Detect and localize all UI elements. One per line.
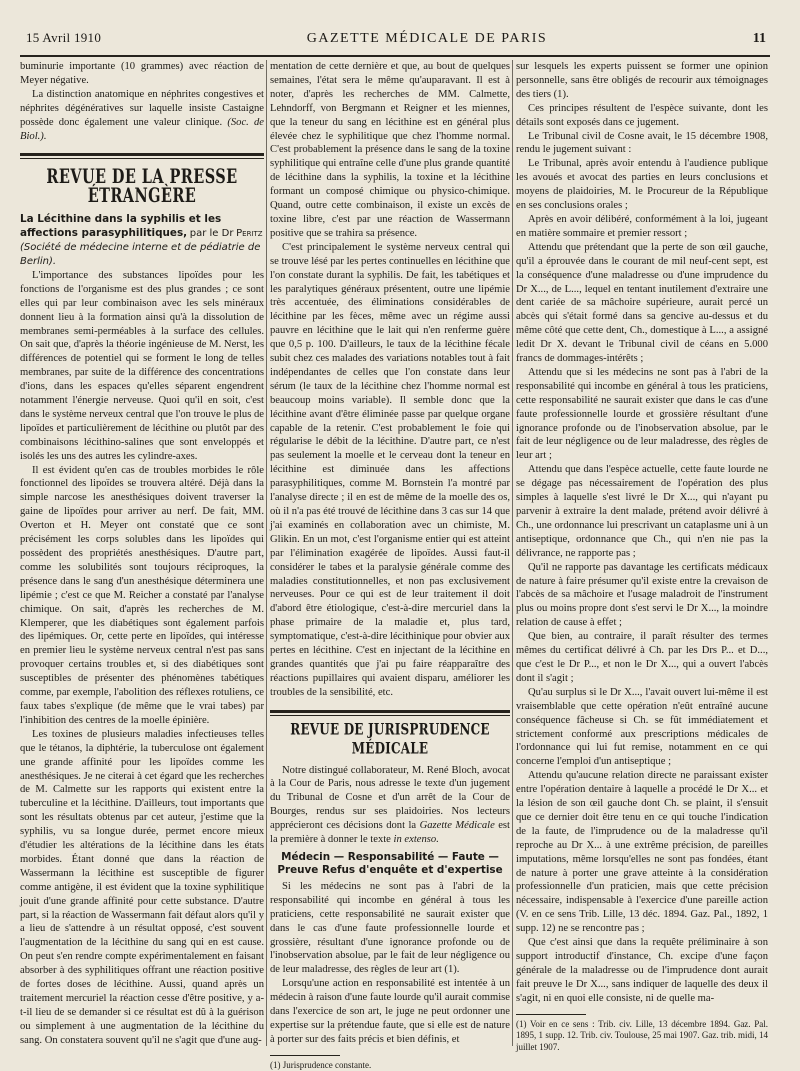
section-rule bbox=[270, 710, 510, 713]
paragraph: Il est évident qu'en cas de troubles morbides le rôle fonctionnel des lipoïdes se trouvera altéré. Déjà dans la simple narcose les anesthésiques doivent traverser la gaine de lipoïdes pour arriver au nerf. De fait, MM. Overton et H. Meyer ont constaté que ce sont précisément les corps solubles dans les lipoïdes qui possèdent des propriétés anesthésiques. D'autre part, comme les solubilités sont toujours réciproques, la présence dans le sang d'un anesthésique déterminera une lipémie ; c'est ce que M. Reicher a constaté par l'analyse chimique. On sait, d'après les recherches de M. Klemperer, que les diabétiques sont également parfois des lipémiques. Or, cette perte en lipoïdes, qui intéresse en premier lieu le système nerveux central n'est pas sans provoquer certains troubles et, si des diabétiques sont susceptibles de présenter des phénomènes tabétiques comme, par exemple, l'abolition des réflexes rotuliens, ce faux tabes s'explique (de même que le vrai tabes) par l'inhibition des centres de la moelle épinière. bbox=[20, 464, 264, 726]
journal-title: GAZETTE MÉDICALE DE PARIS bbox=[306, 31, 548, 46]
intro-text: est la première à donner le texte bbox=[270, 820, 510, 846]
section-heading-foreign-press: REVUE DE LA PRESSE ÉTRANGÈRE bbox=[46, 165, 238, 208]
footnote: (1) Voir en ce sens : Trib. civ. Lille, 13 décembre 1894. Gaz. Pal. 1895, 1 supp. 12. Trib. civ. Toulouse, 25 mai 1907. Gaz. trib. midi, 14 juillet 1907. bbox=[516, 1018, 768, 1052]
footnote: (1) Jurisprudence constante. bbox=[270, 1059, 372, 1070]
paragraph: mentation de cette dernière et que, au bout de quelques semaines, l'état sera le même qu'auparavant. Il est à noter, d'après les recherches de MM. Calmette, Lehndorff, von Bergmann et Reigner et les miennes, que la teneur du sang en lécithine est en général plus élevée chez le syphilitique que chez l'homme normal. C'est probablement la présence dans le sang de la toxine syphilitique qui entraîne celle d'une plus grande quantité de lécithine dans la syphilis, la toxine et la lécithine formant un composé chimique ou physico-chimique. Quand, outre cette combinaison, il existe un excès de toxine libre, c'est par une réaction de Wassermann positive que se trahira sa présence. bbox=[270, 61, 510, 239]
continued-text: buminurie importante (10 grammes) avec réaction de Meyer négative. bbox=[20, 61, 264, 86]
journal-name: Gazette Médicale bbox=[419, 820, 495, 832]
paragraph: sur lesquels les experts puissent se former une opinion personnelle, sans être obligés de recourir aux témoignages des tiers (1). bbox=[516, 61, 768, 100]
page-number: 11 bbox=[752, 31, 766, 46]
section-rule bbox=[20, 153, 264, 156]
article-title: La Lécithine dans la syphilis et les affections parasyphilitiques, bbox=[20, 213, 222, 240]
paragraph: Que c'est ainsi que dans la requête préliminaire à son support introductif d'instance, Ch. excipe d'une façon générale de la maladresse ou de l'imprudence dont aurait fait preuve le Dr X..., sans indiquer de laquelle des deux il s'agit, ni en quoi elle consiste, ni de quelle ma- bbox=[516, 937, 768, 1004]
paragraph: Attendu que dans l'espèce actuelle, cette faute lourde ne se dégage pas nécessairement de l'opération des plus simples à laquelle s'est livré le Dr X..., qui n'ayant pu parvenir à extraire la dent malade, prétend avoir délivré à Ch., une ordonnance lui prescrivant un cataplasme uni à un antiseptique, ordonnance que Ch., qui n'en nie pas la délivrance, ne rapporte pas ; bbox=[516, 464, 768, 559]
source-citation: (Soc. de Biol.). bbox=[20, 116, 264, 142]
paragraph: Après en avoir délibéré, conformément à la loi, jugeant en matière sommaire et premier ressort ; bbox=[516, 213, 768, 239]
section-rule bbox=[270, 715, 510, 716]
paragraph: Le Tribunal civil de Cosne avait, le 15 décembre 1908, rendu le jugement suivant : bbox=[516, 130, 768, 156]
paragraph: Les toxines de plusieurs maladies infectieuses telles que le tétanos, la diphtérie, la tuberculose ont également une grande affinité pour les lipoïdes comme les anesthésiques. Je ne citerai à cet égard que les recherches de M. Calmette sur les rapports qui existent entre la tuberculine et la lécithine. D'ailleurs, tout importants que sont les résultats obtenus par cet auteur, j'estime que la syphilis, vu sa longue durée, permet encore mieux d'étudier les altérations de la lécithine dans les états morbides. Étant donné que dans la réaction de Wassermann la lécithine est susceptible de figurer comme antigène, il est évident que la toxine syphilitique jouit d'une grande affinité pour cette substance. D'autre part, si la réaction de Wassermann fait défaut alors qu'il y a lieu de s'attendre à un résultat opposé, c'est souvent l'augmentation de la lécithine du sang qui en est cause. On peut s'en rendre compte expérimentalement en faisant absorber à des syphilitiques offrant une réaction positive de fortes doses de lécithine. Aussi, quand après un traitement mercuriel la réaction cesse d'être positive, y a-t-il lieu de se demander si ce résultat est dû à la guérison ou simplement à une augmentation de la lécithine du sang. On constatera souvent qu'il ne s'agit que d'une aug- bbox=[20, 728, 264, 1046]
paragraph-text: La distinction anatomique en néphrites congestives et néphrites dégénératives sur laquelle insiste Castaigne possède donc également une valeur clinique. bbox=[20, 88, 264, 128]
column-2 bbox=[270, 60, 510, 1070]
section-heading-jurisprudence: REVUE DE JURISPRUDENCE MÉDICALE bbox=[290, 719, 490, 758]
article-header bbox=[20, 213, 264, 269]
paragraph: C'est principalement le système nerveux central qui se trouve lésé par les pertes continuelles en lécithine que l'on constate durant la syphilis. De fait, les tabétiques et les paralytiques généraux présentent, outre une lipémie très accentuée, des éliminations considérables de lécithine par les fèces, même avec un régime aussi pauvre en lécithine que le lait qui n'en renferme guère que 0,5 p. 100. D'ailleurs, le taux de la lécithine fécale subit chez ces malades des variations notables tout à fait indépendantes de celles que l'on constate dans leur sérum (le taux de la lécithine chez l'homme normal est beaucoup moins variable). Il semble donc que la lécithine avant d'être éliminée passe par quelque organe capable de la retenir. C'est probablement le foie qui régularise le débit de la lécithine. D'autre part, ce n'est pas seulement la moelle et le cerveau dont la teneur en lécithine est diminuée dans les affections parasyphilitiques, comme M. Bornstein l'a montré par l'analyse directe ; il en est de même de la moelle des os, où il n'a pas été trouvé de lécithine dans 3 cas sur 14 que j'ai examinés en collaboration avec un chimiste, M. Glikin. En un mot, c'est l'organisme entier qui est atteint par l'élimination exagérée de lipoïdes. Aussi faut-il considérer le tabes et la paralysie générale comme des maladies constitutionnelles, et non pas exclusivement nerveuses. Pour ce qui est de leur traitement il doit d'abord être étiologique, c'est-à-dire mercuriel dans la phase primaire de la maladie et, plus tard, symptomatique, c'est-à-dire lécithinique pour obvier aux pertes en lécithine. C'est en injectant de la lécithine en grandes quantités que j'ai pu faire réapparaître des réactions pupillaires qui avaient disparu, améliorer les troubles de la sensibilité, etc. bbox=[270, 241, 510, 698]
paragraph: Le Tribunal, après avoir entendu à l'audience publique les avoués et avocat des parties en leurs conclusions et moyens de plaidoiries, M. le Procureur de la République en ses conclusions orales ; bbox=[516, 158, 768, 212]
issue-date: 15 Avril 1910 bbox=[26, 30, 102, 45]
column-rule bbox=[266, 60, 267, 1046]
column-rule bbox=[512, 60, 513, 1046]
paragraph: Qu'il ne rapporte pas davantage les certificats médicaux de nature à faire présumer qu'il existe entre la crevaison de l'abcès de sa mâchoire et l'usage maladroit de l'instrument plus ou moins propre dont s'est servi le Dr X..., la moindre relation de cause à effet ; bbox=[516, 561, 768, 629]
paragraph: Attendu que si les médecins ne sont pas à l'abri de la responsabilité qui incombe en général à tous les praticiens, cette responsabilité ne saurait exister que dans le cas d'une faute professionnelle lourde et grossière résultant d'une ignorance profonde ou de l'inobservation absolue, par le fait de leur négligence ou de leur maladresse, des règles de leur art ; bbox=[516, 366, 768, 462]
column-1 bbox=[20, 60, 264, 1046]
paragraph: Attendu que prétendant que la perte de son œil gauche, qu'il a éprouvée dans le courant de mil neuf-cent sept, est la conséquence d'une maladresse ou d'une imprudence du Dr X..., de L..., lequel en tentant inutilement d'extraire une dent cariée de sa mâchoire supérieure, aurait percé un abcès qui s'était formé dans sa gencive au-dessus et du même côté que cette dent, Ch., domestique à L..., a assigné ledit Dr X. devant le Tribunal civil de céans en 5.000 francs de dommages-intérêts ; bbox=[516, 241, 768, 365]
running-header bbox=[26, 30, 766, 54]
section-rule bbox=[20, 158, 264, 159]
byline-prefix: par le Dr bbox=[189, 228, 234, 240]
intro-paragraph bbox=[270, 764, 510, 847]
intro-text: Notre distingué collaborateur, M. René Bloch, avocat à la Cour de Paris, nous adresse le texte d'un jugement du Tribunal de Cosne et d'un arrêt de la Cour de Bourges, rendus sur ses plaidoiries. Nos lecteurs apprécieront ces décisions dont la bbox=[270, 764, 510, 832]
byline-author: Peritz bbox=[236, 228, 263, 240]
paragraph: Que bien, au contraire, il paraît résulter des termes mêmes du certificat délivré à Ch. par les Drs P... et D..., que c'est le Dr P..., et non le Dr X..., qui a ouvert l'abcès dont il s'agit ; bbox=[516, 631, 768, 684]
paragraph: Si les médecins ne sont pas à l'abri de la responsabilité qui incombe en général à tous les praticiens, cette responsabilité ne saurait exister que dans le cas d'une faute professionnelle lourde et grossière, résultant d'une ignorance profonde ou de l'inobservation absolue, par le fait de leur négligence ou de leur maladresse, des règles de leur art (1). bbox=[270, 880, 510, 976]
paragraph: Lorsqu'une action en responsabilité est intentée à un médecin à raison d'une faute lourde qu'il aurait commise dans l'exercice de son art, le juge ne peut ordonner une expertise sur la prétendue faute, que si elle est de nature à porter sur des faits précis et bien définis, et bbox=[270, 978, 510, 1045]
footnote-rule bbox=[270, 1055, 340, 1056]
paragraph bbox=[20, 88, 264, 144]
paragraph: Attendu qu'aucune relation directe ne paraissant exister entre l'opération dentaire à laquelle a procédé le Dr X... et la lésion de son œil gauche dont Ch. se plaint, il s'ensuit que ce dernier doit être tenu en ce qui touche l'indication de la faute, de l'imprudence ou de la maladresse qu'il reproche au Dr X... à une extrême précision, de pareilles imputations, même lorsqu'elles ne sont pas fondées, étant de nature à porter une grave atteinte à la considération professionnelle d'un praticien, mais que cette précision nécessaire, indispensable à l'exercice d'une pareille action (V. en ce sens Trib. Lille, 13 déc. 1894. Gaz. Pal., 1892, 1 supp. 12) ne se rencontre pas ; bbox=[516, 770, 768, 935]
byline-note: (Société de médecine interne et de pédiatrie de Berlin). bbox=[20, 242, 261, 267]
header-rule bbox=[20, 55, 770, 57]
footnote-rule bbox=[516, 1014, 586, 1015]
article-title: Médecin — Responsabilité — Faute — Preuve Refus d'enquête et d'expertise bbox=[277, 850, 503, 877]
paragraph: L'importance des substances lipoïdes pour les fonctions de l'organisme est des plus grandes ; ce sont elles qui par leur combinaison avec les sels minéraux donnent lieu à la formation ainsi qu'à la dissolution de membranes semi-perméables à la surface des cellules. On sait que, d'après la théorie ingénieuse de M. Nerst, les différences de potentiel qui se forment le long de telles membranes, par suite de la différence des concentrations d'ions, dans les espaces qu'elles séparent engendrent notamment l'énergie nerveuse. Quoi qu'il en soit, c'est dans le système nerveux central que l'on trouve le plus de lipoïdes et particulièrement de lécithine ou plutôt par des combinaisons lécithino-salines que sont enveloppés et isolés les uns des autres les cylindre-axes. bbox=[20, 269, 264, 462]
in-extenso: in extenso. bbox=[393, 834, 439, 846]
column-3 bbox=[516, 60, 768, 1052]
paragraph: Ces principes résultent de l'espèce suivante, dont les détails sont exposés dans ce jugement. bbox=[516, 102, 768, 128]
paragraph: Qu'au surplus si le Dr X..., l'avait ouvert lui-même il est vraisemblable que cette opération n'eût entraîné aucune conséquence fâcheuse si Ch. se fût immédiatement et strictement conformé aux prescriptions médicales de l'ordonnance qui lui fut remise, notamment en ce qui concerne l'emploi d'un antiseptique ; bbox=[516, 686, 768, 768]
